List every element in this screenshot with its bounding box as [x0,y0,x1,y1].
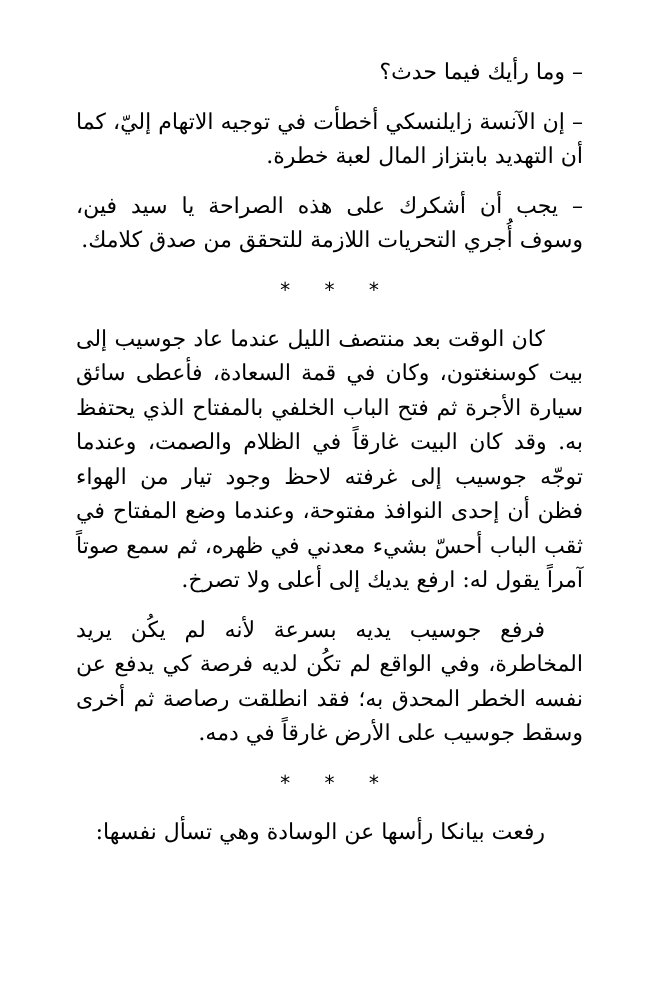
section-divider: * * * [280,770,393,795]
dialogue-response: – إن الآنسة زايلنسكي أخطأت في توجيه الاتهام إليّ، كما أن التهديد بابتزاز المال لعبة خطرة. [76,109,583,169]
dialogue-question: – وما رأيك فيما حدث؟ [379,60,583,85]
narrative-paragraph: رفعت بيانكا رأسها عن الوسادة وهي تسأل نفسها: [95,819,545,845]
section-divider: * * * [280,277,393,302]
dialogue-thanks: – يجب أن أشكرك على هذه الصراحة يا سيد فين، وسوف أُجري التحريات اللازمة للتحقق من صدق كلامك. [76,193,583,253]
narrative-paragraph: كان الوقت بعد منتصف الليل عندما عاد جوسيب إلى بيت كوسنغتون، وكان في قمة السعادة، فأعطى سائق سيارة الأجرة ثم فتح الباب الخلفي بالمفتاح الذي يحتفظ به. وقد كان البيت غارقاً في الظلام والصمت، وعندما توجّه جوسيب إلى غرفته لاحظ وجود تيار من الهواء فظن أن إحدى النوافذ مفتوحة، وعندما وضع المفتاح في ثقب الباب أحسّ بشيء معدني في ظهره، ثم سمع صوتاً آمراً يقول له: ارفع يديك إلى أعلى ولا تصرخ. [76,326,583,593]
book-page [76,56,583,865]
narrative-paragraph: فرفع جوسيب يديه بسرعة لأنه لم يكُن يريد المخاطرة، وفي الواقع لم تكُن لديه فرصة كي يدفع عن نفسه الخطر المحدق به؛ فقد انطلقت رصاصة ثم أخرى وسقط جوسيب على الأرض غارقاً في دمه. [76,617,583,746]
